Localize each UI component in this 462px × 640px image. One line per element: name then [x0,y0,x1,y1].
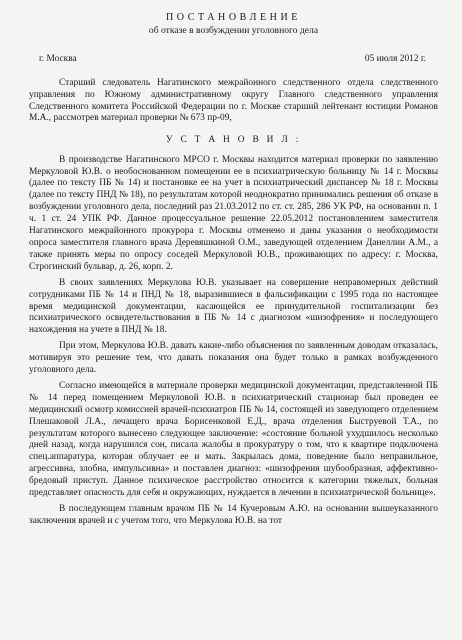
body-paragraph-3: При этом, Меркулова Ю.В. давать какие-либо объяснения по заявленным доводам отказалась, мотивируя это решение тем, что давать показания она будет только в рамках возбужденного уголовного дела. [29,341,438,376]
intro-paragraph: Старший следователь Нагатинского межрайонного следственного отдела следственного управления по Южному административному округу Главного следственного управления Следственного комитета Российской Федерации по г. Москве старший лейтенант юстиции Романов М.А., рассмотрев материал проверки № 673 пр-09, [29,77,438,124]
body-paragraph-5: В последующем главным врачом ПБ № 14 Кучеровым А.Ю. на основании вышеуказанного заключения врачей и с учетом того, что Меркулова Ю.В. на тот [29,504,438,526]
place-date-row [29,54,438,66]
established-heading: У С Т А Н О В И Л : [165,134,302,145]
body-paragraph-2: В своих заявлениях Меркулова Ю.В. указывает на совершение неправомерных действий сотрудниками ПБ № 14 и ПНД № 18, выразившиеся в фальсификации с 1995 года по настоящее время медицинской документации, касающейся ее принудительной госпитализации без психиатрического освидетельствования в ПБ № 14 с диагнозом «шизофрения» и последующего нахождения на учете в ПНД № 18. [29,277,438,336]
document-place: г. Москва [39,53,77,64]
body-paragraph-1: В производстве Нагатинского МРСО г. Москвы находится материал проверки по заявлению Меркуловой Ю.В. о необоснованном помещении ее в психиатрическую больницу № 14 г. Москвы (далее по тексту ПБ № 14) и постановке ее на учет в психиатрический диспансер № 18 г. Москвы (далее по тексту ПНД № 18), по результатам которой неоднократно принимались решения об отказе в возбуждении уголовного дела, последний раз 21.03.2012 по ст. ст. 285, 286 УК РФ, на основании п. 1 ч. 1 ст. 24 УПК РФ. Данное процессуальное решение 22.05.2012 постановлением заместителя Нагатинского межрайонного прокурора г. Москвы отменено и даны указания о необходимости опроса заместителя главного врача Деревяшкиной О.М., заведующей отделением Данеллии А.М., а также принять меры по опросу соседей Меркуловой Ю.В., проживающих по адресу: г. Москва, Строгинский бульвар, д. 26, корп. 2. [29,154,438,272]
document-date: 05 июля 2012 г. [364,53,426,64]
body-paragraph-4: Согласно имеющейся в материале проверки медицинской документации, представленной ПБ № 14 перед помещением Меркуловой Ю.В. в психиатрический стационар был проведен ее медицинский осмотр комиссией врачей-психиатров ПБ № 14, состоящей из заведующего отделением Плешаковой Л.А., лечащего врача Борисенковой Е.Д., врача отделения Быструевой Т.А., по результатам которого вынесено следующее заключение: «состояние больной ухудшилось несколько дней назад, когда нарушился сон, писала жалобы в прокуратуру о том, что к квартире подключена спец.аппаратура, которая облучает ее и мать. Закрылась дома, поведение было неправильное, агрессивна, злобна, импульсивна» и поставлен диагноз: «шизофрения шубообразная, аффективно-бредовый приступ. Данное психическое расстройство относится к категории тяжелых, больная представляет опасность для себя и окружающих, нуждается в лечении в психиатрической больнице». [29,380,438,499]
document-title: ПОСТАНОВЛЕНИЕ [165,12,302,23]
document-subtitle: об отказе в возбуждении уголовного дела [148,24,319,36]
